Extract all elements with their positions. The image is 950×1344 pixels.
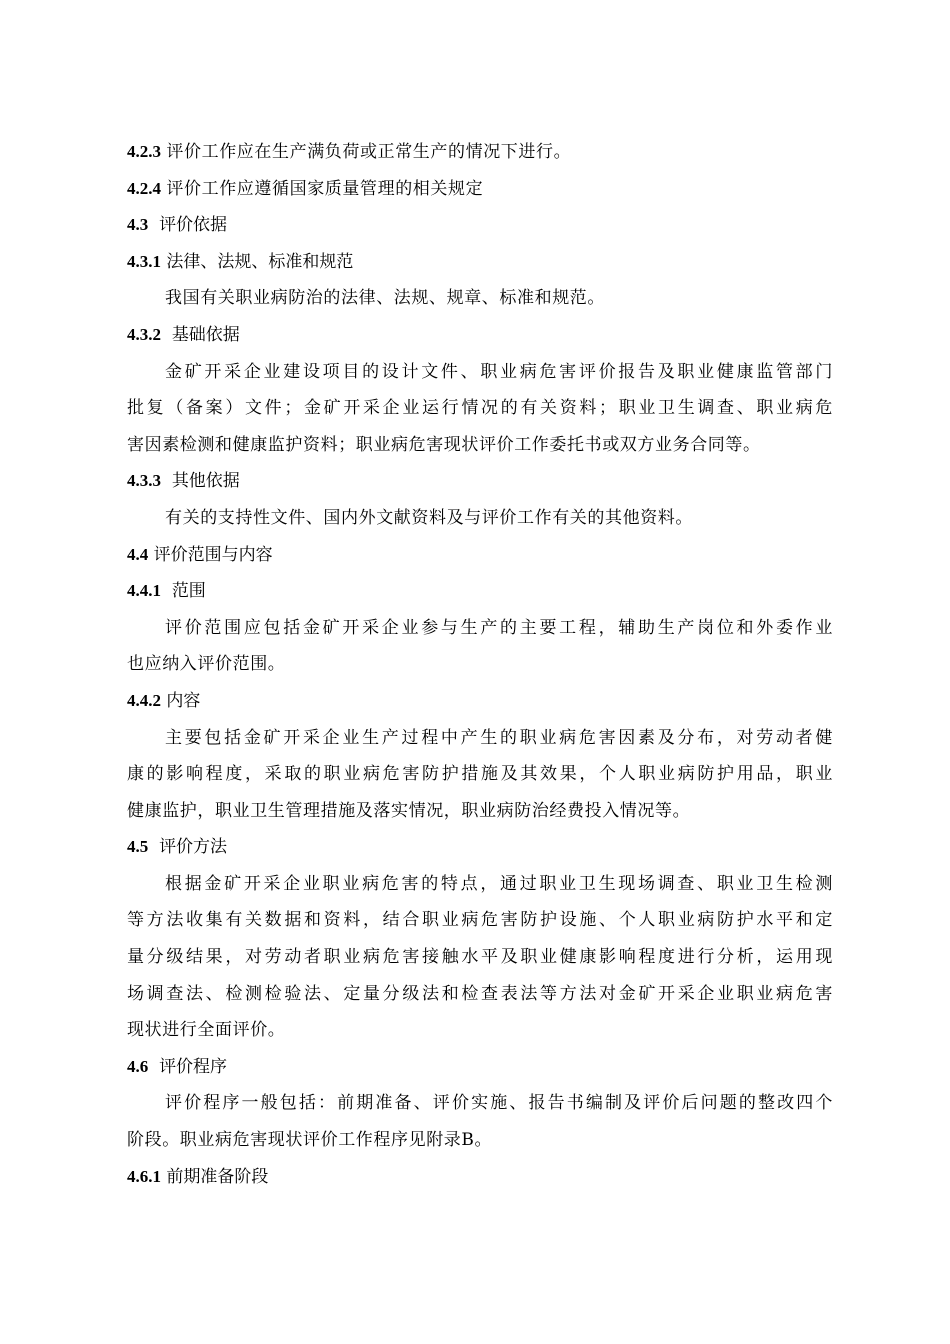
section-heading-4-4-2 [127, 683, 833, 720]
section-heading-4-3-1 [127, 244, 833, 281]
section-number: 4.6 [127, 1056, 149, 1076]
section-heading-4-3 [127, 207, 833, 244]
section-heading-4-4 [127, 537, 833, 574]
section-heading-4-3-3 [127, 463, 833, 500]
section-number: 4.3.2 [127, 324, 161, 344]
paragraph-line: 批复（备案）文件；金矿开采企业运行情况的有关资料；职业卫生调查、职业病危 [127, 398, 833, 419]
section-number: 4.4.2 [127, 690, 161, 710]
heading-text: 范围 [171, 581, 206, 602]
section-number: 4.2.3 [127, 142, 161, 161]
section-heading-4-6-1 [127, 1159, 833, 1196]
section-heading-4-2-4 [127, 171, 833, 208]
heading-text: 评价依据 [159, 215, 228, 236]
section-number: 4.6.1 [127, 1166, 161, 1186]
paragraph-line: 金矿开采企业建设项目的设计文件、职业病危害评价报告及职业健康监管部门 [165, 361, 833, 382]
section-number: 4.4 [127, 544, 149, 564]
paragraph-line: 现状进行全面评价。 [127, 1020, 286, 1041]
paragraph-line: 有关的支持性文件、国内外文献资料及与评价工作有关的其他资料。 [165, 507, 693, 528]
heading-text: 评价工作应遵循国家质量管理的相关规定 [166, 178, 484, 199]
heading-text: 基础依据 [171, 324, 240, 345]
section-number: 4.3.3 [127, 471, 161, 491]
heading-text: 评价程序 [159, 1056, 228, 1077]
section-heading-4-5 [127, 829, 833, 866]
paragraph-line: 量分级结果，对劳动者职业病危害接触水平及职业健康影响程度进行分析，运用现 [127, 947, 833, 968]
paragraph-line: 根据金矿开采企业职业病危害的特点，通过职业卫生现场调查、职业卫生检测 [165, 873, 833, 894]
heading-text: 法律、法规、标准和规范 [166, 251, 354, 272]
heading-text: 前期准备阶段 [166, 1166, 269, 1187]
paragraph-line: 害因素检测和健康监护资料；职业病危害现状评价工作委托书或双方业务合同等。 [127, 434, 761, 455]
paragraph-line: 阶段。职业病危害现状评价工作程序见附录B。 [127, 1130, 493, 1151]
section-number: 4.4.1 [127, 581, 161, 601]
paragraph-line: 主要包括金矿开采企业生产过程中产生的职业病危害因素及分布，对劳动者健 [165, 727, 833, 748]
paragraph-line: 康的影响程度，采取的职业病危害防护措施及其效果，个人职业病防护用品，职业 [127, 764, 833, 785]
section-number: 4.2.4 [127, 178, 161, 198]
heading-text: 评价范围与内容 [153, 544, 273, 565]
document-body [127, 134, 833, 1195]
heading-text: 内容 [166, 690, 201, 711]
section-heading-4-3-2 [127, 317, 833, 354]
section-number: 4.5 [127, 837, 149, 857]
paragraph-line: 我国有关职业病防治的法律、法规、规章、标准和规范。 [165, 288, 605, 309]
heading-text: 评价工作应在生产满负荷或正常生产的情况下进行。 [166, 142, 572, 162]
paragraph-line: 也应纳入评价范围。 [127, 654, 286, 675]
section-number: 4.3.1 [127, 251, 161, 271]
section-heading-4-2-3 [127, 134, 833, 171]
section-number: 4.3 [127, 215, 149, 235]
heading-text: 评价方法 [159, 837, 228, 858]
heading-text: 其他依据 [171, 471, 240, 492]
paragraph-line: 评价范围应包括金矿开采企业参与生产的主要工程，辅助生产岗位和外委作业 [165, 617, 833, 638]
paragraph-line: 评价程序一般包括：前期准备、评价实施、报告书编制及评价后问题的整改四个 [165, 1093, 833, 1114]
section-heading-4-4-1 [127, 573, 833, 610]
section-heading-4-6 [127, 1049, 833, 1086]
paragraph-line: 等方法收集有关数据和资料，结合职业病危害防护设施、个人职业病防护水平和定 [127, 910, 833, 931]
paragraph-line: 健康监护，职业卫生管理措施及落实情况，职业病防治经费投入情况等。 [127, 800, 691, 821]
paragraph-line: 场调查法、检测检验法、定量分级法和检查表法等方法对金矿开采企业职业病危害 [127, 983, 833, 1004]
